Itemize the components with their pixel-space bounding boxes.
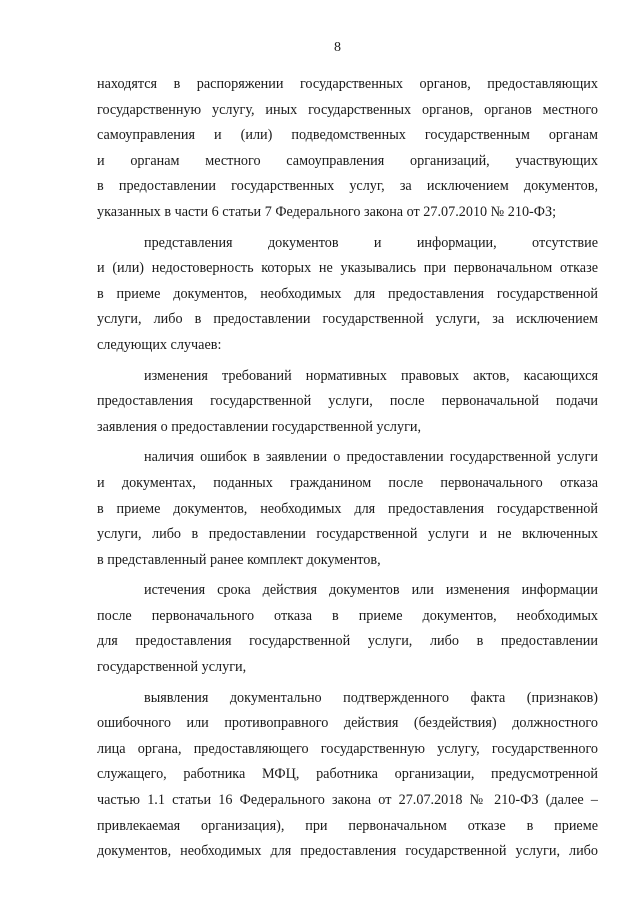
- text-line: изменения требований нормативных правовых актов, касающихся: [144, 367, 598, 384]
- text-line: ошибочного или противоправного действия (бездействия) должностного: [97, 715, 598, 732]
- text-line: в представленный ранее комплект документов,: [97, 551, 381, 568]
- paragraph: [97, 445, 598, 573]
- text-line: документов, необходимых для предоставления государственной услуги, либо: [97, 843, 598, 860]
- paragraph: [97, 686, 598, 865]
- text-line: в предоставлении государственных услуг, за исключением документов,: [97, 178, 598, 195]
- text-line: указанных в части 6 статьи 7 Федерального закона от 27.07.2010 № 210-ФЗ;: [97, 203, 557, 220]
- text-line: услуги, либо в предоставлении государственной услуги, за исключением: [97, 311, 598, 328]
- text-line: в приеме документов, необходимых для предоставления государственной: [97, 285, 598, 302]
- text-line: представления документов и информации, отсутствие: [144, 234, 598, 251]
- text-line: предоставления государственной услуги, после первоначальной подачи: [97, 393, 598, 410]
- text-line: привлекаемая организация), при первоначальном отказе в приеме: [97, 817, 598, 834]
- text-line: выявления документально подтвержденного факта (признаков): [144, 689, 598, 706]
- text-line: для предоставления государственной услуги, либо в предоставлении: [97, 633, 598, 650]
- paragraph: [97, 231, 598, 359]
- text-line: лица органа, предоставляющего государственную услугу, государственного: [97, 740, 598, 757]
- paragraph: [97, 364, 598, 441]
- text-line: после первоначального отказа в приеме документов, необходимых: [97, 607, 598, 624]
- text-line: государственной услуги,: [97, 659, 247, 676]
- text-line: заявления о предоставлении государственной услуги,: [97, 418, 422, 435]
- text-line: и (или) недостоверность которых не указывались при первоначальном отказе: [97, 260, 598, 277]
- text-line: следующих случаев:: [97, 336, 222, 353]
- text-line: находятся в распоряжении государственных органов, предоставляющих: [97, 76, 598, 92]
- text-line: в приеме документов, необходимых для предоставления государственной: [97, 500, 598, 517]
- text-line: и органам местного самоуправления организаций, участвующих: [97, 152, 598, 169]
- paragraph: [97, 72, 598, 226]
- text-line: государственную услугу, иных государственных органов, органов местного: [97, 101, 598, 118]
- text-line: услуги, либо в предоставлении государственной услуги и не включенных: [97, 526, 598, 543]
- text-line: истечения срока действия документов или изменения информации: [144, 582, 598, 599]
- text-line: частью 1.1 статьи 16 Федерального закона от 27.07.2018 № 210-ФЗ (далее –: [97, 792, 598, 809]
- text-line: служащего, работника МФЦ, работника организации, предусмотренной: [97, 766, 598, 783]
- text-line: наличия ошибок в заявлении о предоставлении государственной услуги: [144, 449, 598, 466]
- text-line: самоуправления и (или) подведомственных государственным органам: [97, 127, 598, 144]
- page-number: 8: [334, 40, 341, 55]
- paragraph: [97, 578, 598, 680]
- text-line: и документах, поданных гражданином после первоначального отказа: [97, 474, 598, 491]
